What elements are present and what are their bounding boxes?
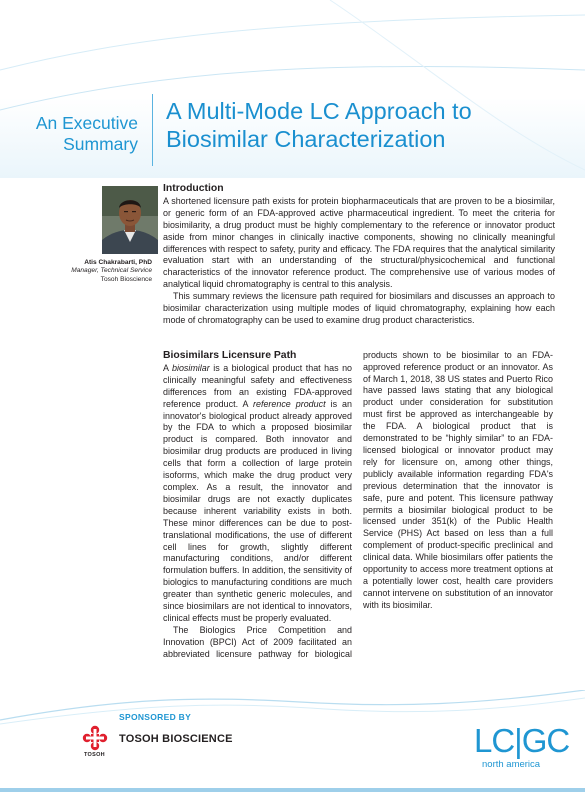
author-name: Atis Chakrabarti, PhD bbox=[84, 259, 152, 266]
introduction-paragraph-1: A shortened licensure path exists for protein biopharmaceuticals that are proven to be a biosimilar, or generic form of an FDA-approved active pharmaceutical ingredient. To meet the criteria for biosimilarity, a drug product must be highly complementary to the reference or innovator product aside from minor changes in clinically inactive components, showing no clinically meaningful differences with respect to safety, purity and efficacy. The FDA requires that the analytical similarity evaluation start with an understanding of the structural/physicochemical and functional characteristics of the innovator reference product. The comprehensive use of various modes of analytical liquid chromatography is central to this analysis. bbox=[163, 195, 555, 290]
licensure-paragraph-2-start: The Biologics Price Competition and Innovation (BPCI) Act of 2009 facilitated an abbreviated licensure pathway for biological bbox=[163, 624, 352, 659]
bottom-rule bbox=[0, 788, 585, 792]
author-company: Tosoh Bioscience bbox=[100, 275, 152, 283]
tosoh-logo-wordmark: TOSOH bbox=[84, 752, 105, 758]
introduction-paragraph-2: This summary reviews the licensure path required for biosimilars and discusses an approach to biosimilar characterization using multiple modes of liquid chromatography, explaining how each mode of chromatography can be used to examine drug product characteristics. bbox=[163, 291, 555, 325]
sponsored-by-label: SPONSORED BY bbox=[119, 712, 192, 722]
licensure-section-left-column bbox=[163, 350, 352, 661]
lcgc-region: north america bbox=[482, 759, 541, 770]
sponsor-name: TOSOH BIOSCIENCE bbox=[119, 733, 233, 745]
introduction-heading: Introduction bbox=[163, 183, 224, 194]
author-photo bbox=[102, 186, 158, 254]
lcgc-logo: LC|GC bbox=[474, 722, 570, 759]
author-byline bbox=[71, 259, 152, 284]
licensure-heading: Biosimilars Licensure Path bbox=[163, 350, 297, 361]
licensure-paragraph-1: A biosimilar is a biological product that has no clinically meaningful safety and effectiveness differences from an existing FDA-approved reference product. A reference product is an innovator's biological product already approved by the FDA to which a proposed biosimilar product is compared. Both innovator and biosimilar drug products are produced in living cells that form a collection of large protein isoforms, which make the drug product very complex. As a result, the innovator and biosimilar drugs are not exactly duplicates because inherent variability exists in both. These minor differences can be due to post-translational modifications, the use of different cell lines for growth, slightly different manufacturing conditions, and/or different formulation buffers. In addition, the sensitivity of biologics to manufacturing conditions are much greater than synthetic generic molecules, and since biosimilars are not identical to innovators, clinical effects must be properly evaluated. bbox=[163, 362, 353, 623]
page-title: A Multi-Mode LC Approach to Biosimilar Characterization bbox=[166, 98, 472, 152]
author-role: Manager, Technical Service bbox=[71, 267, 152, 275]
tosoh-logo-icon bbox=[82, 725, 108, 751]
licensure-paragraph-2-continued: products shown to be biosimilar to an FDA-approved reference product or an innovator. As of March 1, 2018, 38 US states and Puerto Rico have passed laws stating that any biological product under consideration for substitution must first be approved as interchangeable by the FDA. A biological product that is demonstrated to be “highly similar” to an FDA-licensed biological or innovator product may rely for licensure on, among other things, publicly available information regarding FDA's previous determination that the innovator is safe, pure and potent. This licensure pathway permits a biosimilar biological product to be licensed under 351(k) of the Public Health Service (PHS) Act based on less than a full complement of product-specific preclinical and clinical data. While biosimilars offer patients the opportunity to access more treatment options at a potentially lower cost, health care providers cannot intervene on substitution of an innovator with its biosimilar. bbox=[363, 350, 553, 610]
introduction-section bbox=[163, 183, 555, 327]
licensure-section-right-column bbox=[363, 350, 553, 672]
title-divider bbox=[152, 94, 153, 166]
executive-summary-label: An Executive Summary bbox=[35, 113, 138, 154]
